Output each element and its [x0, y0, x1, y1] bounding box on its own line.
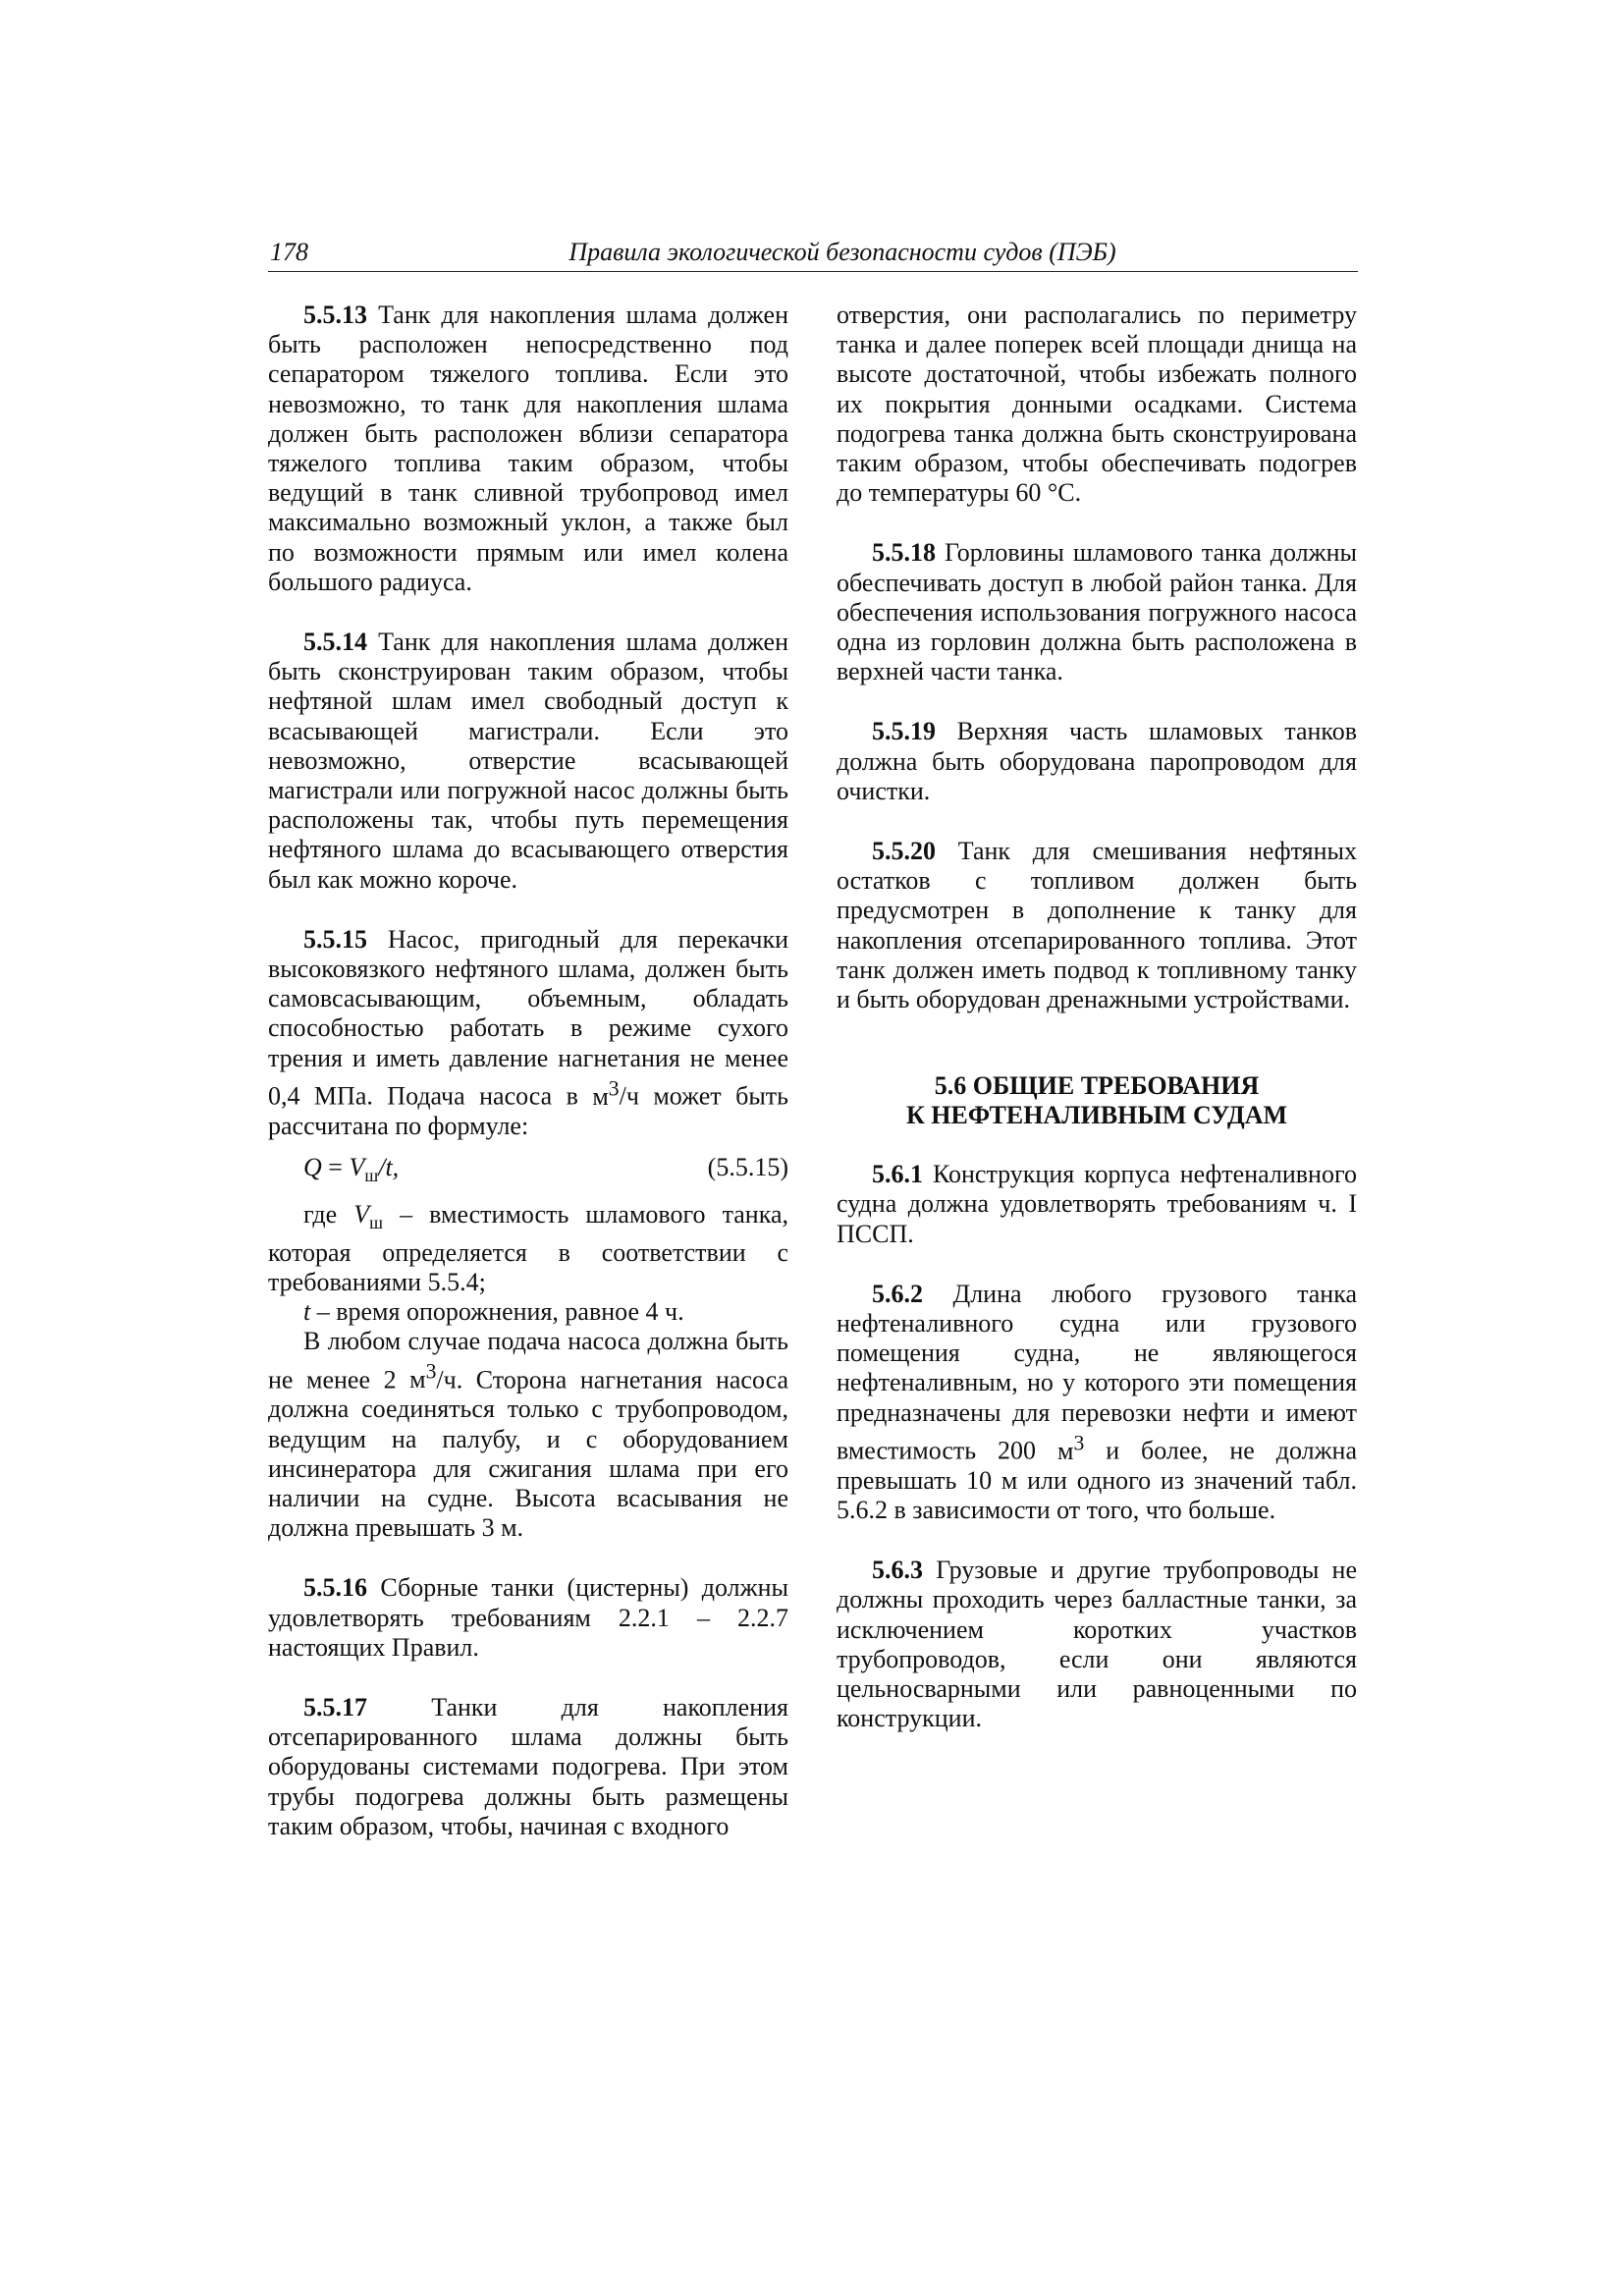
clause-number: 5.5.13	[303, 301, 367, 329]
paragraph-text: Танк для накопления шлама должен быть расположен непосредственно под сепаратором тяжелого топлива. Если это невозможно, то танк для накопления шлама должен быть расположен вблизи сепаратора тяжелого топлива таким образом, чтобы ведущий в танк сливной трубопровод имел максимально возможный уклон, а также был по возможности прямым или имел колена большого радиуса.	[268, 301, 789, 596]
paragraph-text: Верхняя часть шламовых танков должна быть оборудована паропроводом для очистки.	[837, 717, 1358, 805]
paragraph-5-5-17	[268, 1693, 788, 1841]
paragraph-text: Грузовые и другие трубопроводы не должны проходить через балластные танки, за исключением коротких участков трубопроводов, если они являются цельносварными или равноценными по конструкции.	[837, 1556, 1358, 1733]
paragraph-text: Танки для накопления отсепарированного шлама должны быть оборудованы системами подогрева. При этом трубы подогрева должны быть размещены таким образом, чтобы, начиная с входного	[268, 1693, 788, 1840]
paragraph-text: Танк для смешивания нефтяных остатков с топливом должен быть предусмотрен в дополнение к танку для накопления отсепарированного топлива. Этот танк должен иметь подвод к топливному танку и быть оборудован дренажными устройствами.	[837, 837, 1357, 1014]
paragraph-5-5-16	[268, 1573, 788, 1663]
right-column	[837, 301, 1357, 1733]
clause-number: 5.5.15	[303, 924, 367, 954]
paragraph-5-6-3	[837, 1556, 1357, 1733]
paragraph-5-5-14	[268, 628, 788, 895]
where-definition-v: где $V_ш$ – вместимость шламового танка, которая определяется в соответствии с требованиями 5.5.4;	[268, 1200, 789, 1296]
formula-expression: $Q = V_ш/t$,	[303, 1152, 400, 1186]
clause-number: 5.5.14	[303, 628, 367, 657]
clause-number: 5.6.3	[872, 1556, 923, 1585]
clause-number: 5.5.16	[303, 1573, 367, 1603]
formula-number: (5.5.15)	[707, 1152, 788, 1181]
section-heading-line-1: 5.6 ОБЩИЕ ТРЕБОВАНИЯ	[934, 1071, 1260, 1101]
paragraph-text: Танк для накопления шлама должен быть сконструирован таким образом, чтобы нефтяной шлам имел свободный доступ к всасывающей магистрали. Если это невозможно, отверстие всасывающей магистрали или погружной насос должны быть расположены так, чтобы путь перемещения нефтяного шлама до всасывающего отверстия был как можно короче.	[268, 628, 789, 894]
paragraph-5-5-18	[837, 538, 1357, 686]
clause-number: 5.5.17	[303, 1693, 367, 1722]
where-definition-t: t – время опорожнения, равное 4 ч.	[303, 1297, 684, 1327]
clause-number: 5.6.2	[872, 1279, 923, 1308]
paragraph-text: Горловины шламового танка должны обеспечивать доступ в любой район танка. Для обеспечения использования погружного насоса одна из горловин должна быть расположена в верхней части танка.	[837, 538, 1357, 686]
running-header	[268, 236, 1358, 272]
page-number: 178	[270, 238, 308, 266]
section-heading-line-2: К НЕФТЕНАЛИВНЫМ СУДАМ	[905, 1101, 1288, 1130]
running-title: Правила экологической безопасности судов (ПЭБ)	[568, 238, 1116, 266]
paragraph-text-tail: /ч может быть рассчитана по формуле:	[268, 1081, 789, 1140]
paragraph-5-6-2: 5.6.2 Длина любого грузового танка нефтеналивного судна или грузового помещения судна, не являющегося нефтеналивным, но у которого эти помещения предназначены для перевозки нефти и имеют вместимость 200 $м^3$ и более, не должна превышать 10 м или одного из значений табл. 5.6.2 в зависимости от того, что больше.	[837, 1279, 1358, 1524]
paragraph-5-5-20	[837, 837, 1357, 1014]
paragraph-5-5-13	[268, 301, 788, 597]
clause-number: 5.5.20	[872, 837, 936, 866]
left-column	[268, 301, 788, 1841]
unit: $м^3$	[592, 1075, 620, 1111]
paragraph-any-case: В любом случае подача насоса должна быть не менее 2 $м^3/ч$. Сторона нагнетания насоса должна соединяться только с трубопроводом, ведущим на палубу, и с оборудованием инсинератора для сжигания шлама при его наличии на судне. Высота всасывания не должна превышать 3 м.	[268, 1327, 788, 1543]
paragraph-5-6-1	[837, 1160, 1357, 1249]
unit: $м^3$	[409, 1359, 437, 1394]
paragraph-text: Конструкция корпуса нефтеналивного судна должна удовлетворять требованиям ч. I ПССП.	[837, 1160, 1357, 1248]
clause-number: 5.6.1	[872, 1160, 923, 1189]
formula-5-5-15	[268, 1153, 788, 1190]
unit: $м^3$	[1056, 1430, 1085, 1465]
paragraph-5-5-19	[837, 717, 1357, 806]
clause-number: 5.5.19	[872, 717, 936, 746]
paragraph-text: Сборные танки (цистерны) должны удовлетворять требованиям 2.2.1 – 2.2.7 настоящих Правил.	[268, 1573, 789, 1662]
paragraph-5-5-15	[268, 925, 788, 1141]
paragraph-text: Насос, пригодный для перекачки высоковязкого нефтяного шлама, должен быть самовсасывающим, объемным, обладать способностью работать в режиме сухого трения и иметь давление нагнетания не менее 0,4 МПа. Подача насоса в	[268, 924, 788, 1111]
clause-number: 5.5.18	[872, 538, 936, 568]
section-heading-5-6	[837, 1071, 1357, 1130]
paragraph-5-5-17-continued: отверстия, они располагались по периметру танка и далее поперек всей площади днища на высоте достаточной, чтобы избежать полного их покрытия донными осадками. Система подогрева танка должна быть сконструирована таким образом, чтобы обеспечивать подогрев до температуры 60 °С.	[837, 301, 1357, 508]
